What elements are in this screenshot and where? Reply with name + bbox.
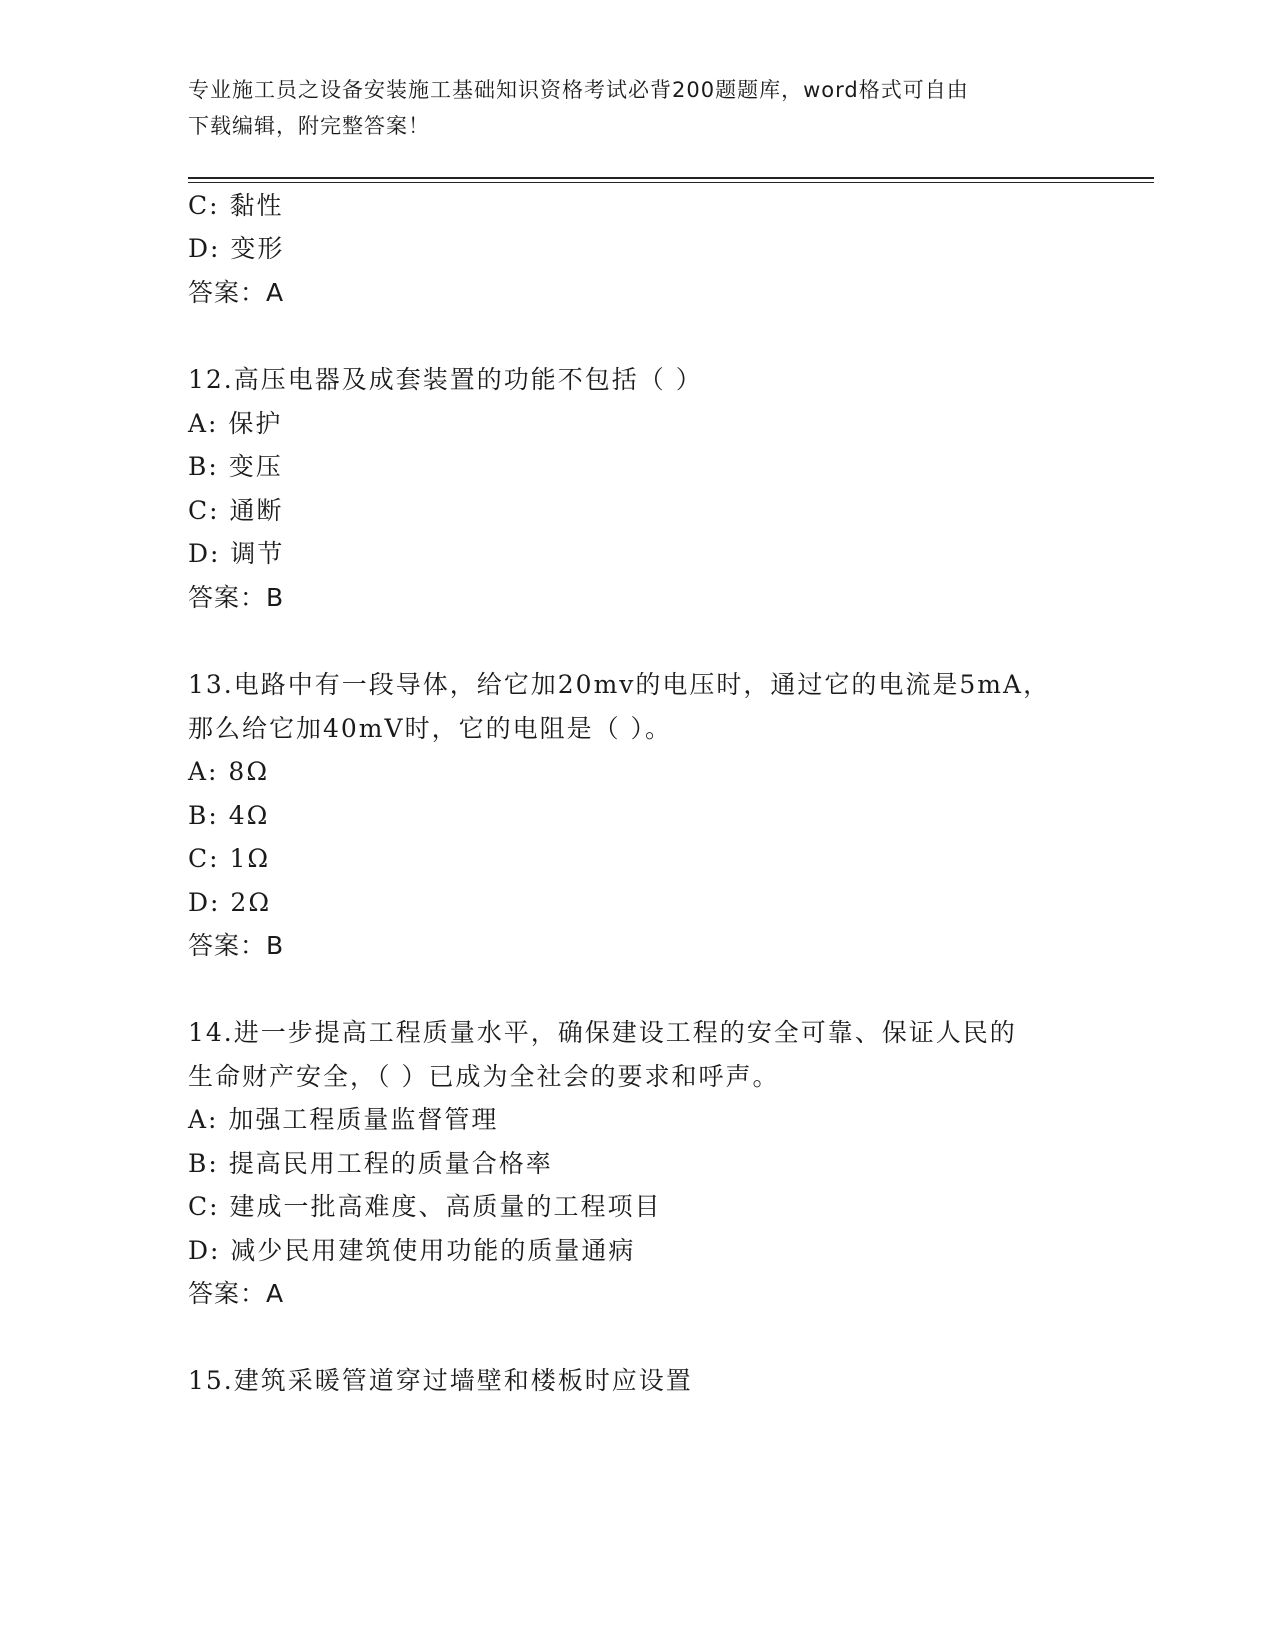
answer: 答案：A [188,278,285,307]
question-14-stem-line-1: 14.进一步提高工程质量水平，确保建设工程的安全可靠、保证人民的 [188,1018,1017,1047]
question-12-option-d: D: 调节 [188,539,285,568]
question-13-answer: 答案：B [188,931,285,960]
question-13-stem-line-1: 13.电路中有一段导体，给它加20mv的电压时，通过它的电流是5mA， [188,670,1051,699]
question-12-answer: 答案：B [188,583,285,612]
question-13-option-d: D: 2Ω [188,888,272,917]
header-line-2: 下载编辑，附完整答案！ [188,114,430,138]
question-12-option-b: B: 变压 [188,452,283,481]
question-14-option-c: C: 建成一批高难度、高质量的工程项目 [188,1192,662,1221]
question-14-stem-line-2: 生命财产安全，（ ）已成为全社会的要求和呼声。 [188,1062,780,1091]
header-divider-thick [188,177,1154,179]
question-13-option-b: B: 4Ω [188,801,270,830]
question-13-stem-line-2: 那么给它加40mV时，它的电阻是（ ）。 [188,714,673,743]
option-c: C: 黏性 [188,191,284,220]
question-13-option-c: C: 1Ω [188,844,271,873]
question-15-stem: 15.建筑采暖管道穿过墙壁和楼板时应设置 [188,1366,693,1395]
question-14-option-b: B: 提高民用工程的质量合格率 [188,1149,553,1178]
question-12-option-a: A: 保护 [188,409,283,438]
question-12-option-c: C: 通断 [188,496,284,525]
question-12-stem: 12.高压电器及成套装置的功能不包括（ ） [188,365,703,394]
question-13-option-a: A: 8Ω [188,757,270,786]
document-header [188,72,1088,144]
question-14-answer: 答案：A [188,1279,285,1308]
header-line-1: 专业施工员之设备安装施工基础知识资格考试必背200题题库，word格式可自由 [188,78,969,102]
header-divider-thin [188,182,1154,183]
question-14-option-a: A: 加强工程质量监督管理 [188,1105,499,1134]
question-14-option-d: D: 减少民用建筑使用功能的质量通病 [188,1236,636,1265]
option-d: D: 变形 [188,234,285,263]
